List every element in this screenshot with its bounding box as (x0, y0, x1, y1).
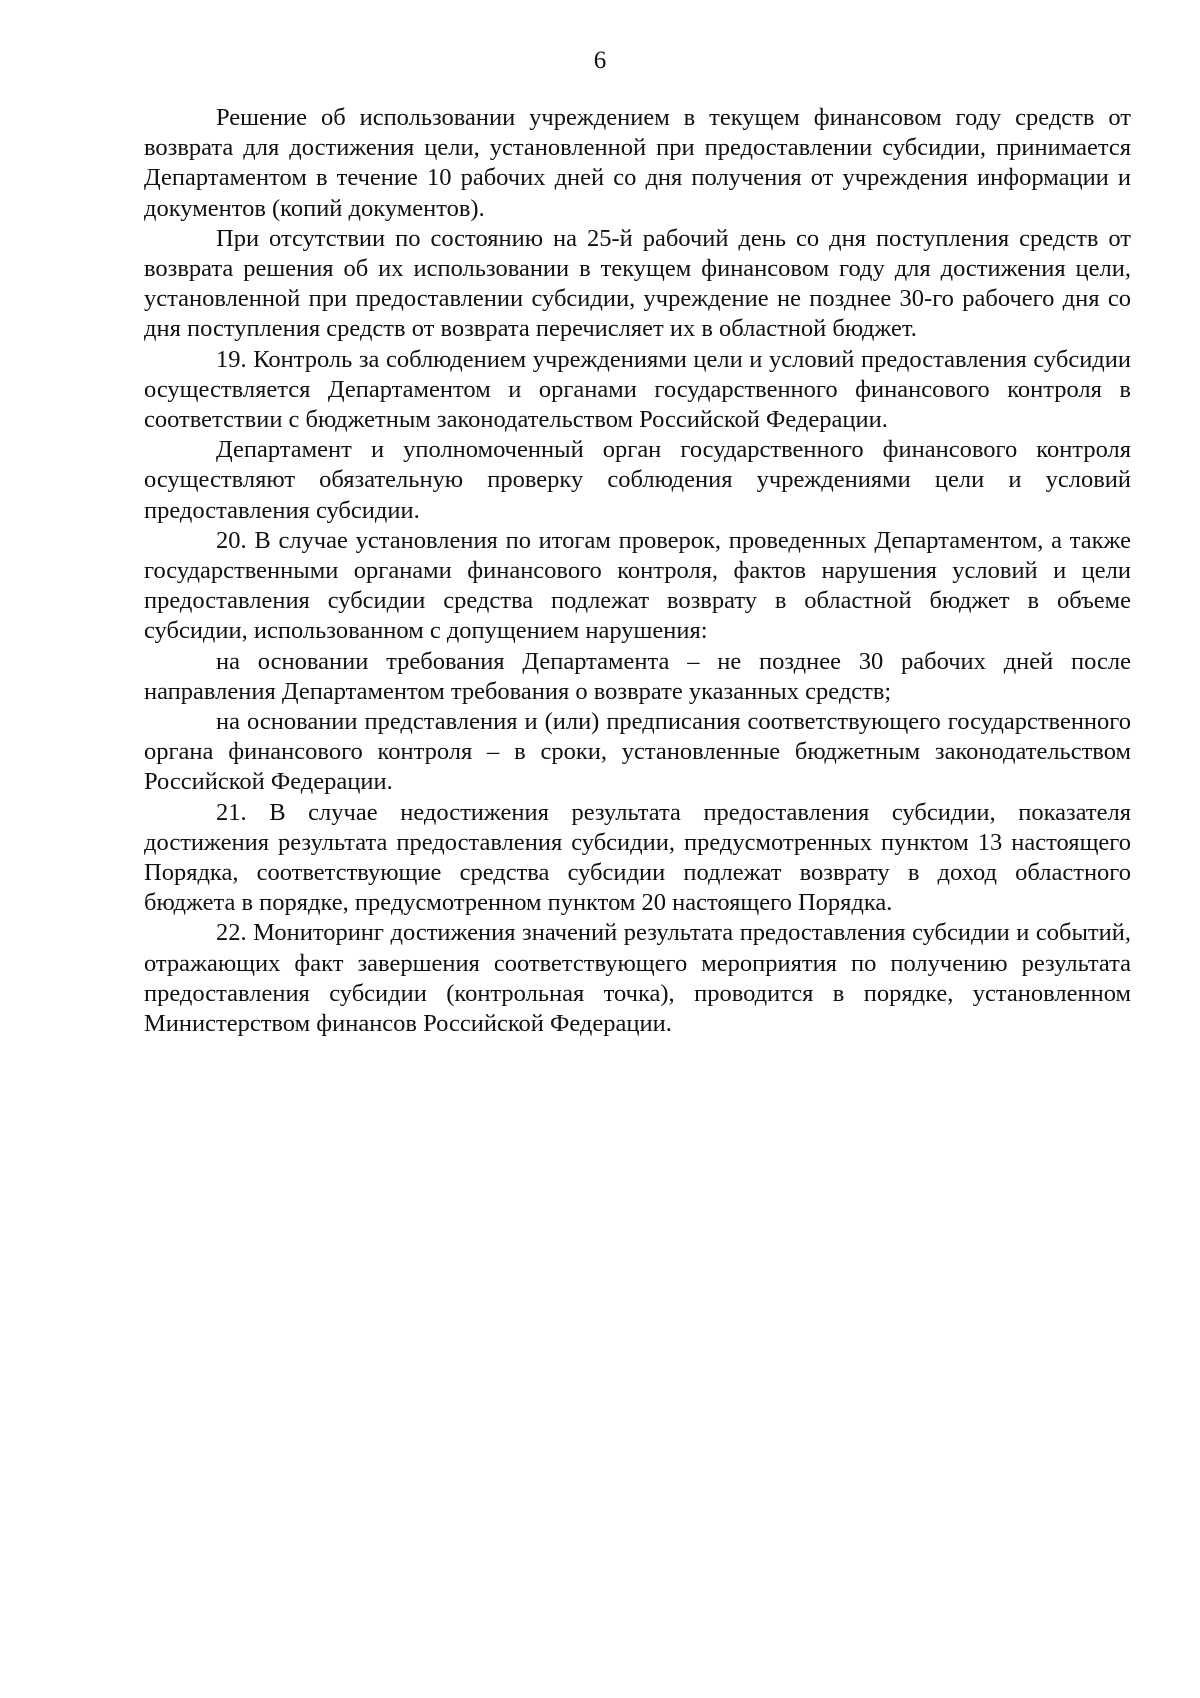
paragraph-item-21: 21. В случае недостижения результата предоставления субсидии, показателя достижения результата предоставления субсидии, предусмотренных пунктом 13 настоящего Порядка, соответствующие средства субсидии подлежат возврату в доход областного бюджета в порядке, предусмотренном пунктом 20 настоящего Порядка. (144, 798, 1131, 917)
paragraph-item-22: 22. Мониторинг достижения значений результата предоставления субсидии и событий, отражающих факт завершения соответствующего мероприятия по получению результата предоставления субсидии (контрольная точка), проводится в порядке, установленном Министерством финансов Российской Федерации. (144, 919, 1131, 1038)
paragraph-item-19: 19. Контроль за соблюдением учреждениями цели и условий предоставления субсидии осуществляется Департаментом и органами государственного финансового контроля в соответствии с бюджетным законодательством Российской Федерации. (144, 345, 1131, 434)
paragraph-mandatory-check: Департамент и уполномоченный орган государственного финансового контроля осуществляют обязательную проверку соблюдения учреждениями цели и условий предоставления субсидии. (144, 436, 1131, 524)
page-number: 6 (593, 47, 607, 74)
paragraph-control-body-order: на основании представления и (или) предписания соответствующего государственного органа финансового контроля – в сроки, установленные бюджетным законодательством Российской Федерации. (144, 708, 1131, 796)
paragraph-item-20: 20. В случае установления по итогам проверок, проведенных Департаментом, а также государственными органами финансового контроля, фактов нарушения условий и цели предоставления субсидии средства подлежат возврату в областной бюджет в объеме субсидии, использованном с допущением нарушения: (144, 526, 1131, 645)
paragraph-department-request: на основании требования Департамента – не позднее 30 рабочих дней после направления Департаментом требования о возврате указанных средств; (144, 647, 1131, 705)
paragraph-refund-decision: Решение об использовании учреждением в текущем финансовом году средств от возврата для достижения цели, установленной при предоставлении субсидии, принимается Департаментом в течение 10 рабочих дней со дня получения от учреждения информации и документов (копий документов). (144, 104, 1131, 222)
document-body (144, 103, 1131, 1039)
paragraph-refund-transfer: При отсутствии по состоянию на 25-й рабочий день со дня поступления средств от возврата решения об их использовании в текущем финансовом году для достижения цели, установленной при предоставлении субсидии, учреждение не позднее 30-го рабочего дня со дня поступления средств от возврата перечисляет их в областной бюджет. (144, 224, 1131, 343)
